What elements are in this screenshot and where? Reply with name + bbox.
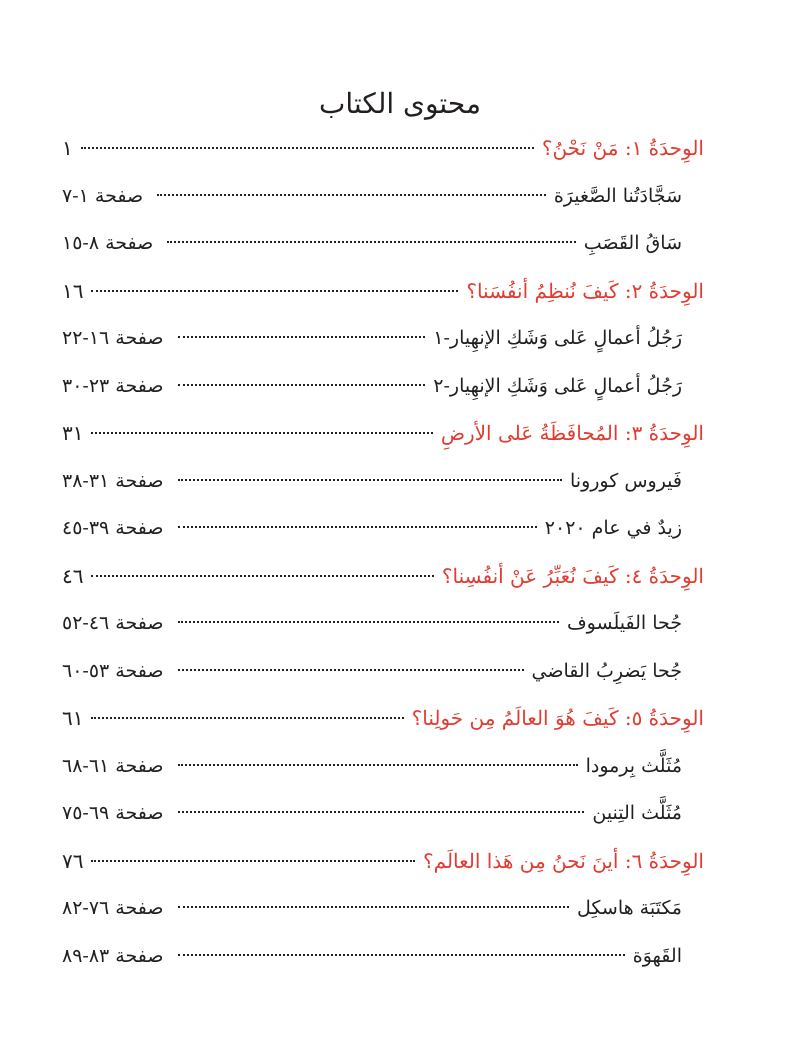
dot-leader: [178, 384, 426, 386]
page-title: محتوى الكتاب: [319, 87, 481, 120]
toc-entry-label: زيدٌ في عام ٢٠٢٠: [544, 517, 682, 539]
toc-entry-unit-5[interactable]: [62, 700, 704, 736]
toc-entry-label: الوِحدَةُ ٥: كَيفَ هُوَ العالَمُ مِن حَولِنا؟: [411, 706, 704, 730]
toc-entry-pages: ١: [62, 136, 73, 160]
toc-entry-unit-3[interactable]: [62, 415, 704, 451]
toc-entry-pages: ١٦: [62, 278, 84, 303]
dot-leader: [91, 290, 458, 292]
toc-entry-pages: صفحة ٣١-٣٨: [62, 469, 164, 492]
toc-entry-pages: صفحة ٣٩-٤٥: [62, 517, 164, 539]
dot-leader: [178, 336, 426, 338]
toc-entry-label: الوِحدَةُ ٣: المُحافَظَةُ عَلى الأرضِ: [440, 421, 704, 445]
toc-entry-label: القَهوَة: [632, 944, 682, 967]
dot-leader: [178, 906, 570, 908]
dot-leader: [81, 147, 534, 149]
toc-entry-lesson[interactable]: [62, 320, 704, 356]
toc-entry-label: جُحا الفَيلَسوف: [566, 612, 682, 634]
toc-entry-label: الوِحدَةُ ١: مَنْ نَحْنُ؟: [541, 136, 704, 160]
toc-entry-label: الوِحدَةُ ٦: أينَ نَحنُ مِن هَذا العالَم؟: [423, 848, 704, 873]
dot-leader: [178, 479, 562, 481]
toc-entry-label: فَيروس كورونا: [570, 469, 682, 492]
dot-leader: [178, 954, 625, 956]
toc-entry-label: رَجُلُ أعمالٍ عَلى وَشَكِ الإنهِيار-١: [433, 327, 682, 349]
toc-entry-pages: ٦١: [62, 706, 84, 730]
toc-entry-pages: صفحة ٨-١٥: [62, 232, 154, 254]
dot-leader: [91, 860, 415, 862]
toc-entry-pages: صفحة ٧٦-٨٢: [62, 897, 164, 919]
toc-entry-lesson[interactable]: [62, 890, 704, 926]
toc-entry-lesson[interactable]: [62, 795, 704, 831]
dot-leader: [91, 575, 433, 577]
toc-entry-pages: صفحة ٦١-٦٨: [62, 754, 164, 777]
toc-entry-lesson[interactable]: [62, 510, 704, 546]
dot-leader: [178, 811, 585, 813]
toc-entry-lesson[interactable]: [62, 178, 704, 214]
toc-entry-pages: صفحة ٤٦-٥٢: [62, 612, 164, 634]
toc-entry-unit-6[interactable]: [62, 843, 704, 879]
dot-leader: [91, 432, 432, 434]
toc-entry-pages: ٤٦: [62, 563, 84, 588]
toc-entry-pages: صفحة ٢٣-٣٠: [62, 374, 164, 397]
toc-entry-lesson[interactable]: [62, 748, 704, 784]
toc-entry-pages: صفحة ١-٧: [62, 184, 144, 207]
toc-entry-label: مُثَلَّث بِرمودا: [585, 754, 682, 777]
toc-entry-pages: صفحة ٦٩-٧٥: [62, 802, 164, 824]
dot-leader: [178, 621, 559, 623]
toc-entry-pages: صفحة ٥٣-٦٠: [62, 659, 164, 682]
dot-leader: [178, 526, 537, 528]
dot-leader: [91, 717, 403, 719]
toc-entry-lesson[interactable]: [62, 653, 704, 689]
table-of-contents: [62, 130, 704, 985]
toc-entry-label: مُثَلَّث التِنين: [592, 802, 682, 824]
toc-entry-unit-1[interactable]: [62, 130, 704, 166]
dot-leader: [157, 194, 546, 196]
toc-entry-pages: صفحة ١٦-٢٢: [62, 327, 164, 349]
toc-entry-pages: ٧٦: [62, 848, 84, 873]
dot-leader: [167, 241, 575, 243]
toc-entry-label: مَكتَبَة هاسكِل: [577, 897, 682, 919]
toc-entry-unit-4[interactable]: [62, 558, 704, 594]
toc-entry-lesson[interactable]: [62, 368, 704, 404]
toc-entry-label: سَجَّادَتُنا الصَّغيرَة: [553, 184, 682, 207]
dot-leader: [178, 669, 524, 671]
toc-entry-label: الوِحدَةُ ٤: كَيفَ نُعَبِّرُ عَنْ أنفُسِنا؟: [441, 563, 704, 588]
toc-entry-label: جُحا يَضرِبُ القاضي: [531, 659, 682, 682]
dot-leader: [178, 764, 578, 766]
toc-entry-lesson[interactable]: [62, 463, 704, 499]
toc-entry-unit-2[interactable]: [62, 273, 704, 309]
toc-entry-label: الوِحدَةُ ٢: كَيفَ نُنظِمُ أنفُسَنا؟: [466, 278, 704, 303]
toc-entry-label: رَجُلُ أعمالٍ عَلى وَشَكِ الإنهِيار-٢: [433, 374, 682, 397]
toc-entry-lesson[interactable]: [62, 938, 704, 974]
toc-entry-pages: صفحة ٨٣-٨٩: [62, 944, 164, 967]
toc-entry-label: سَاقُ القَصَبِ: [583, 232, 682, 254]
toc-entry-pages: ٣١: [62, 421, 84, 445]
toc-entry-lesson[interactable]: [62, 225, 704, 261]
toc-entry-lesson[interactable]: [62, 605, 704, 641]
